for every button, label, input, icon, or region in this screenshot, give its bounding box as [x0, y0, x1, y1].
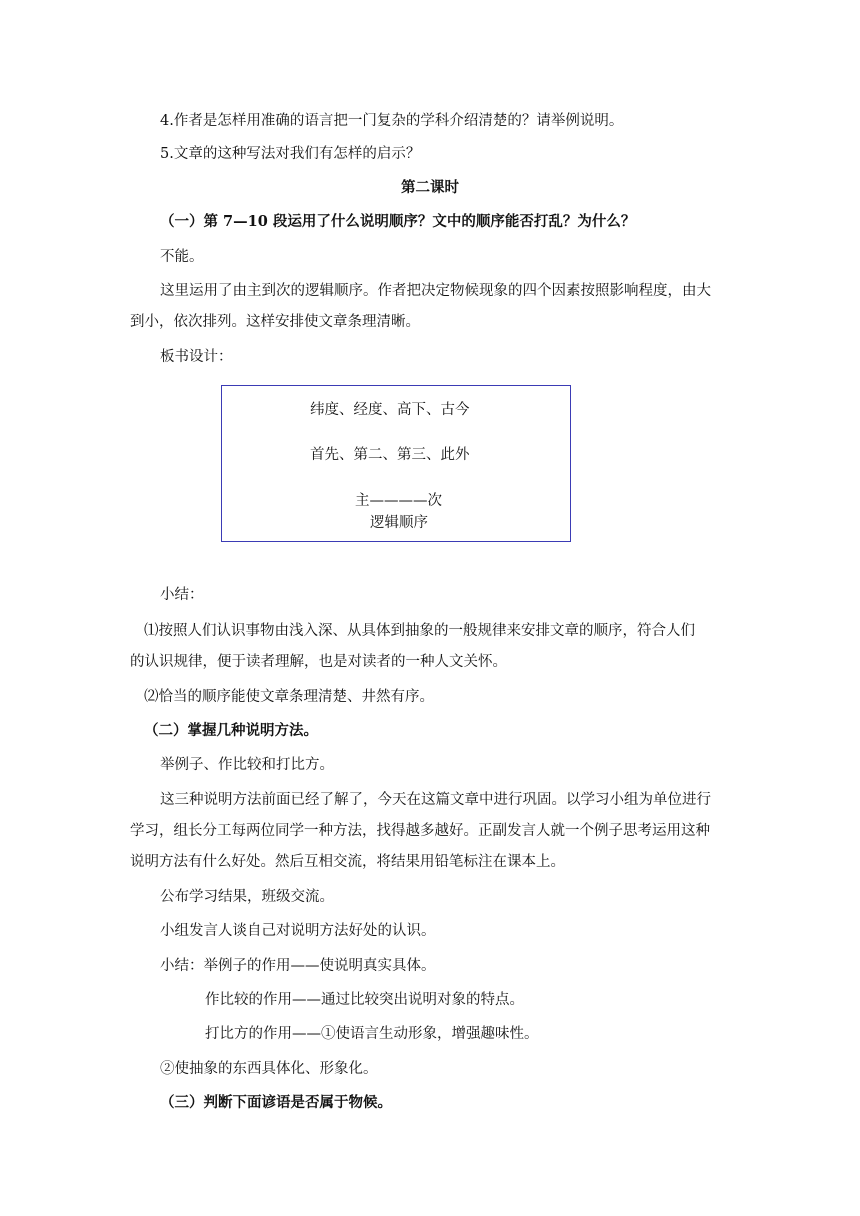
board-row1: 纬度、经度、高下、古今 [310, 402, 470, 418]
summary-label: 小结： [160, 587, 204, 603]
group-talk-line: 小组发言人谈自己对说明方法好处的认识。 [160, 923, 436, 939]
explain-line1: 这里运用了由主到次的逻辑顺序。作者把决定物候现象的四个因素按照影响程度，由大 [160, 283, 711, 299]
practice-line2: 学习，组长分工每两位同学一种方法，找得越多越好。正副发言人就一个例子思考运用这种 [130, 823, 710, 839]
board-row3: 主————次 [355, 493, 442, 509]
practice-line1: 这三种说明方法前面已经了解了，今天在这篇文章中进行巩固。以学习小组为单位进行 [160, 792, 711, 808]
summary2: ⑵恰当的顺序能使文章条理清楚、井然有序。 [144, 689, 434, 705]
summary-compare: 作比较的作用——通过比较突出说明对象的特点。 [205, 992, 524, 1008]
question-5: 5.文章的这种写法对我们有怎样的启示？ [160, 146, 421, 162]
answer-no: 不能。 [160, 249, 204, 265]
lesson-title: 第二课时 [401, 179, 459, 196]
explain-line2: 到小，依次排列。这样安排使文章条理清晰。 [130, 314, 420, 330]
board-design-box [221, 385, 571, 542]
summary-example: 小结：举例子的作用——使说明真实具体。 [160, 958, 436, 974]
summary1-line1: ⑴按照人们认识事物由浅入深、从具体到抽象的一般规律来安排文章的顺序，符合人们 [144, 623, 695, 639]
board-label: 板书设计： [160, 349, 233, 365]
summary-analogy2: ②使抽象的东西具体化、形象化。 [160, 1061, 378, 1077]
section1-title: （一）第 7—10 段运用了什么说明顺序？文中的顺序能否打乱？为什么？ [160, 213, 636, 230]
publish-line: 公布学习结果，班级交流。 [160, 889, 334, 905]
section3-title: （三）判断下面谚语是否属于物候。 [160, 1094, 392, 1111]
board-row4: 逻辑顺序 [370, 515, 428, 531]
summary-analogy: 打比方的作用——①使语言生动形象，增强趣味性。 [205, 1026, 539, 1042]
question-4: 4.作者是怎样用准确的语言把一门复杂的学科介绍清楚的？请举例说明。 [160, 113, 624, 129]
section2-title: （二）掌握几种说明方法。 [144, 722, 318, 739]
methods-line: 举例子、作比较和打比方。 [160, 757, 334, 773]
summary1-line2: 的认识规律，便于读者理解，也是对读者的一种人文关怀。 [130, 654, 507, 670]
board-row2: 首先、第二、第三、此外 [310, 447, 470, 463]
practice-line3: 说明方法有什么好处。然后互相交流，将结果用铅笔标注在课本上。 [130, 854, 565, 870]
